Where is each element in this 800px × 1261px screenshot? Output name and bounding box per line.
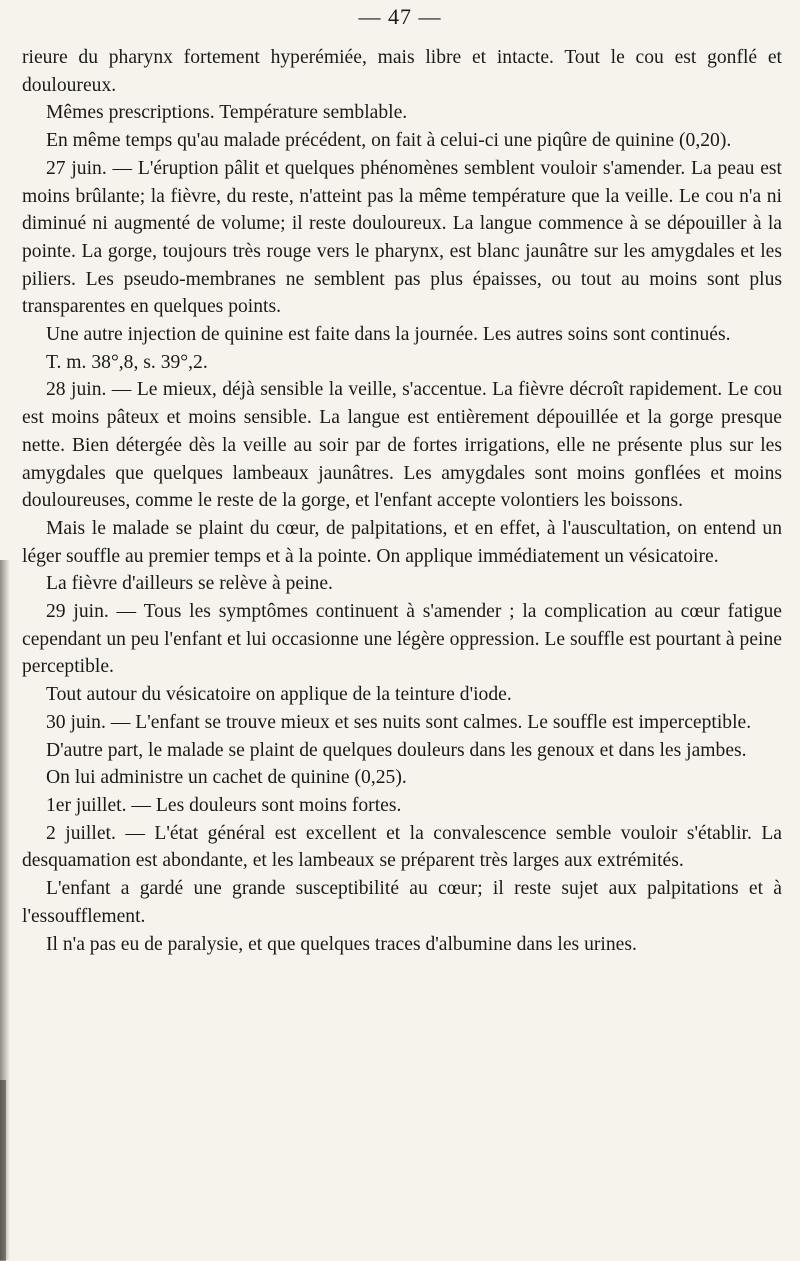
page-number: — 47 — [358,4,442,29]
binding-edge [0,1080,6,1261]
paragraph: 29 juin. — Tous les symptômes continuent à s'amender ; la complication au cœur fatigue cependant un peu l'enfant et lui occasionne une légère oppression. Le souffle est pourtant à peine perceptible. [22,601,782,678]
paragraph: 28 juin. — Le mieux, déjà sensible la veille, s'accentue. La fièvre décroît rapidement. Le cou est moins pâteux et moins sensible. La langue est entièrement dépouillée et la gorge presque nette. Bien détergée dès la veille au soir par de fortes irrigations, elle ne présente plus sur les amygdales que quelques lambeaux jaunâtres. Les amygdales sont moins gonflées et moins douloureuses, comme le reste de la gorge, et l'enfant accepte volontiers les boissons. [22,379,782,512]
paragraph: La fièvre d'ailleurs se relève à peine. [46,573,333,595]
paragraph: Mais le malade se plaint du cœur, de palpitations, et en effet, à l'auscultation, on entend un léger souffle au premier temps et à la pointe. On applique immédiatement un vésicatoire. [22,517,782,567]
paragraph: 30 juin. — L'enfant se trouve mieux et ses nuits sont calmes. Le souffle est imperceptible. [46,711,752,733]
paragraph: Une autre injection de quinine est faite dans la journée. Les autres soins sont continués. [46,324,731,346]
paragraph: Mêmes prescriptions. Température semblable. [46,102,408,124]
paragraph: On lui administre un cachet de quinine (0,25). [46,767,407,789]
paragraph: T. m. 38°,8, s. 39°,2. [46,351,208,373]
paragraph: En même temps qu'au malade précédent, on fait à celui-ci une piqûre de quinine (0,20). [46,130,732,152]
paragraph: L'enfant a gardé une grande susceptibilité au cœur; il reste sujet aux palpitations et à l'essoufflement. [22,878,782,927]
paragraph: rieure du pharynx fortement hyperémiée, mais libre et intacte. Tout le cou est gonflé et douloureux. [22,47,782,96]
paragraph: 1er juillet. — Les douleurs sont moins fortes. [46,794,402,816]
paragraph: 27 juin. — L'éruption pâlit et quelques phénomènes semblent vouloir s'amender. La peau est moins brûlante; la fièvre, du reste, n'atteint pas la même température que la veille. Le cou n'a ni diminué ni augmenté de volume; il reste douloureux. La langue commence à se dépouiller à la pointe. La gorge, toujours très rouge vers le pharynx, est blanc jaunâtre sur les amygdales et les piliers. Les pseudo-membranes ne semblent pas plus épaisses, ou tout au moins sont plus transparentes en quelques points. [22,157,782,318]
paragraph: D'autre part, le malade se plaint de quelques douleurs dans les genoux et dans les jambes. [46,739,747,761]
paragraph: Il n'a pas eu de paralysie, et que quelques traces d'albumine dans les urines. [46,933,637,955]
page-body [22,44,782,958]
paragraph: 2 juillet. — L'état général est excellent et la convalescence semble vouloir s'établir. La desquamation est abondante, et les lambeaux se préparent très larges aux extrémités. [22,822,782,872]
paragraph: Tout autour du vésicatoire on applique de la teinture d'iode. [46,684,512,706]
